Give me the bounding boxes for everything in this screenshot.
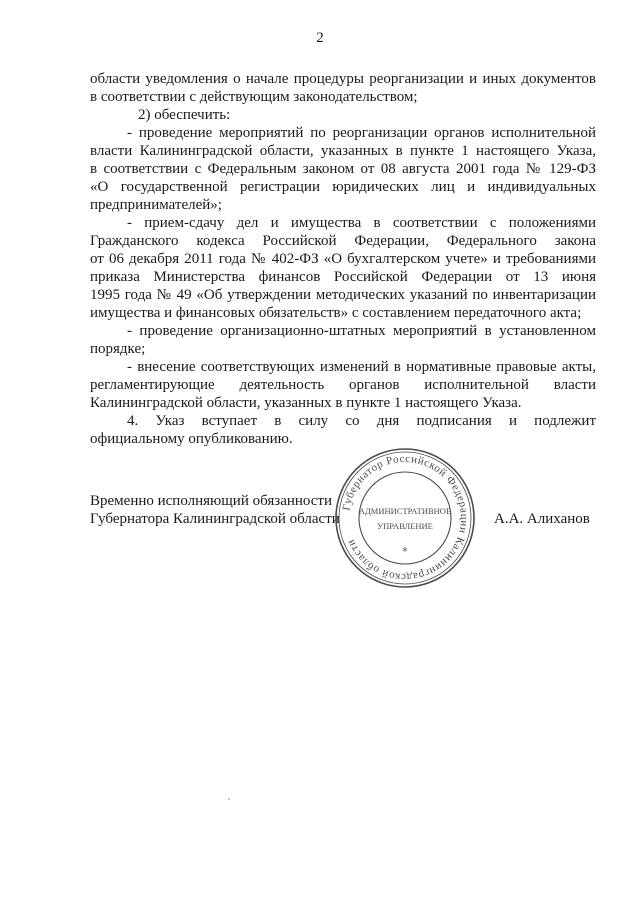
text-line: Калининградской области, указанных в пункте 1 настоящего Указа. bbox=[90, 395, 522, 411]
text-line: Гражданского кодекса Российской Федерации, Федерального закона bbox=[90, 233, 596, 249]
text-line: «О государственной регистрации юридических лиц и индивидуальных bbox=[90, 179, 596, 195]
text-line: регламентирующие деятельность органов исполнительной власти bbox=[90, 377, 596, 393]
text-line: - проведение организационно-штатных мероприятий в установленном bbox=[127, 323, 596, 339]
official-seal bbox=[330, 443, 480, 593]
text-line: в соответствии с Федеральным законом от 08 августа 2001 года № 129-ФЗ bbox=[90, 161, 596, 177]
text-line: - прием-сдачу дел и имущества в соответствии с положениями bbox=[127, 215, 596, 231]
text-line: предпринимателей»; bbox=[90, 197, 222, 213]
text-line: 2) обеспечить: bbox=[138, 107, 231, 123]
signatory-title-line1: Временно исполняющий обязанности bbox=[90, 493, 333, 509]
page-number: 2 bbox=[316, 30, 324, 46]
text-line: имущества и финансовых обязательств» с составлением передаточного акта; bbox=[90, 305, 582, 321]
text-line: 4. Указ вступает в силу со дня подписания и подлежит bbox=[127, 413, 596, 429]
text-line: официальному опубликованию. bbox=[90, 431, 293, 447]
signatory-name: А.А. Алиханов bbox=[494, 511, 590, 527]
text-line: приказа Министерства финансов Российской Федерации от 13 июня bbox=[90, 269, 596, 285]
svg-text:*: * bbox=[402, 545, 408, 558]
signatory-title-line2: Губернатора Калининградской области bbox=[90, 511, 340, 527]
svg-text:УПРАВЛЕНИЕ: УПРАВЛЕНИЕ bbox=[377, 521, 433, 531]
text-line: в соответствии с действующим законодательством; bbox=[90, 89, 418, 105]
text-line: власти Калининградской области, указанных в пункте 1 настоящего Указа, bbox=[90, 143, 596, 159]
text-line: 1995 года № 49 «Об утверждении методических указаний по инвентаризации bbox=[90, 287, 596, 303]
svg-text:АДМИНИСТРАТИВНОЕ: АДМИНИСТРАТИВНОЕ bbox=[358, 506, 452, 516]
text-line: порядке; bbox=[90, 341, 146, 357]
text-line: области уведомления о начале процедуры реорганизации и иных документов bbox=[90, 71, 596, 87]
text-line: - проведение мероприятий по реорганизации органов исполнительной bbox=[127, 125, 596, 141]
scan-speck bbox=[228, 798, 230, 800]
text-line: от 06 декабря 2011 года № 402-ФЗ «О бухгалтерском учете» и требованиями bbox=[90, 251, 596, 267]
svg-text:Губернатор Российской Федераци: Губернатор Российской Федерации Калининградской области bbox=[340, 452, 471, 584]
text-line: - внесение соответствующих изменений в нормативные правовые акты, bbox=[127, 359, 596, 375]
